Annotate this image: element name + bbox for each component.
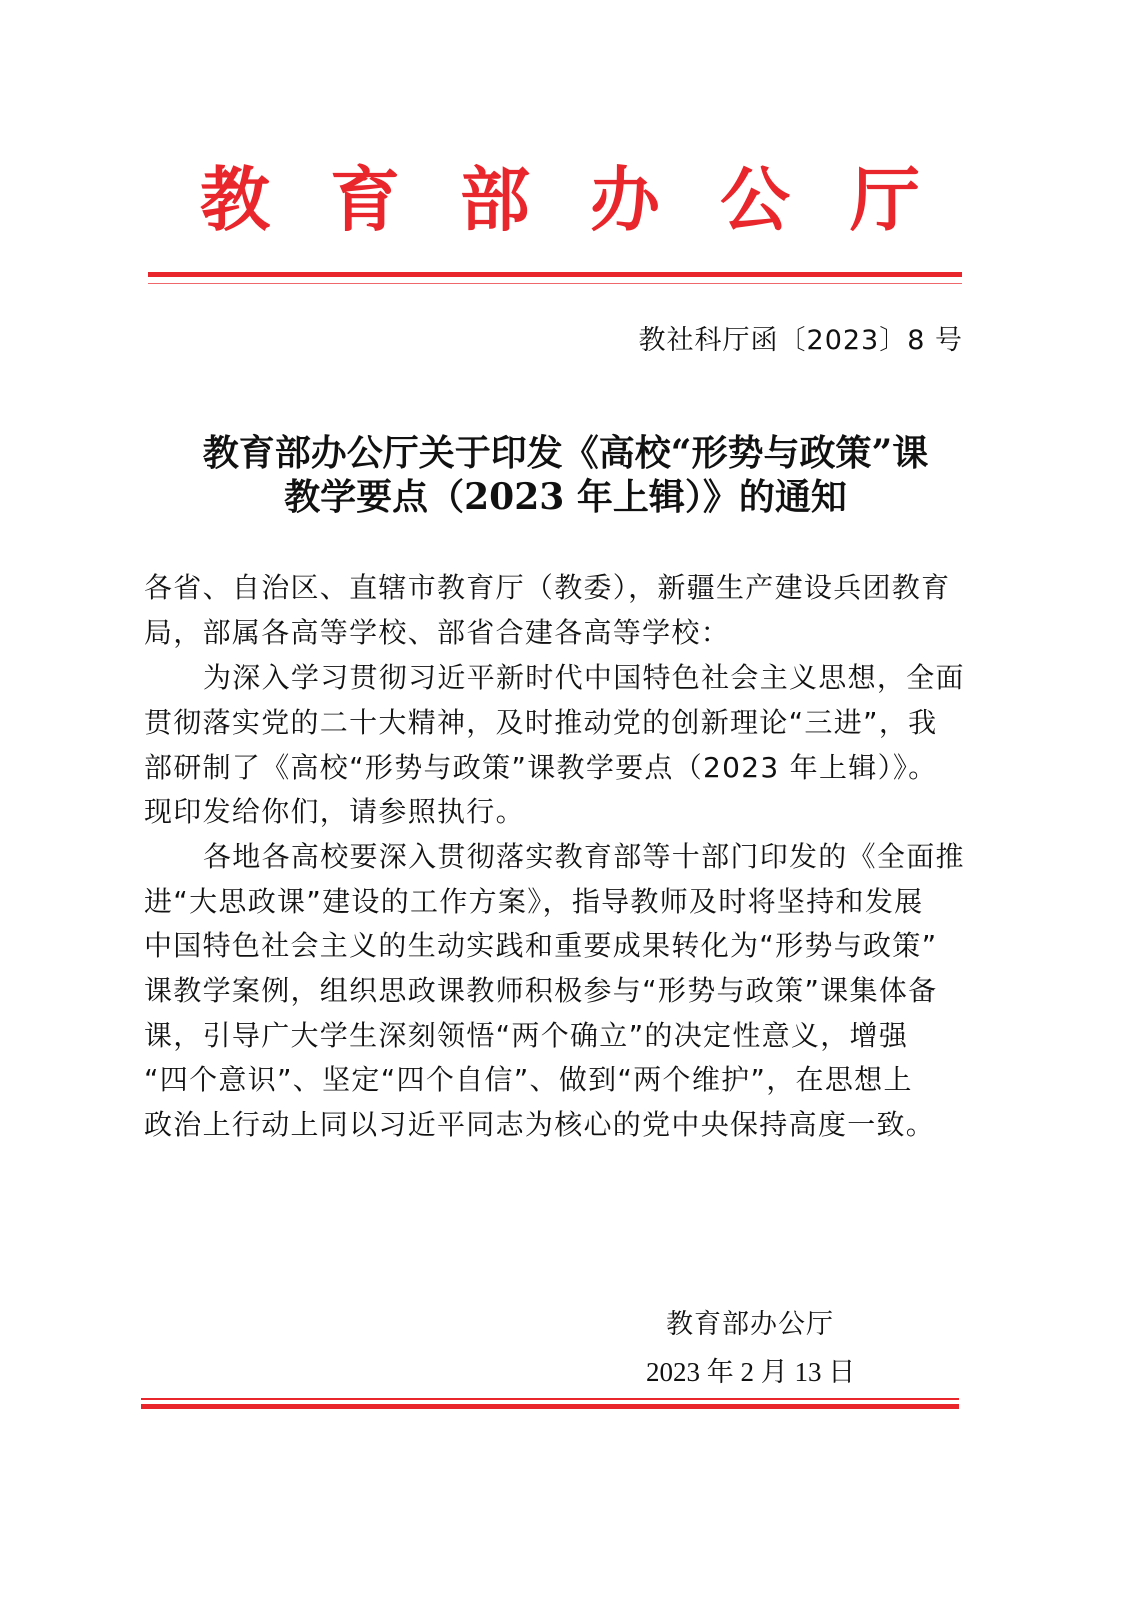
- header-char: 育: [330, 158, 400, 241]
- footer-divider-thin: [141, 1398, 959, 1400]
- body-line: 课，引导广大学生深刻领悟“两个确立”的决定性意义，增强: [144, 1019, 909, 1052]
- header-char: 教: [200, 158, 270, 241]
- body-line: 为深入学习贯彻习近平新时代中国特色社会主义思想，全面: [203, 661, 965, 694]
- header-char: 公: [720, 158, 790, 241]
- body-line: 贯彻落实党的二十大精神，及时推动党的创新理论“三进”，我: [144, 706, 938, 739]
- body-line: 局，部属各高等学校、部省合建各高等学校：: [144, 616, 731, 649]
- body-line: 各省、自治区、直辖市教育厅（教委），新疆生产建设兵团教育: [144, 571, 951, 604]
- body-line: 政治上行动上同以习近平同志为核心的党中央保持高度一致。: [144, 1108, 936, 1141]
- body-line: 课教学案例，组织思政课教师积极参与“形势与政策”课集体备: [144, 974, 938, 1007]
- body-line: 部研制了《高校“形势与政策”课教学要点（2023 年上辑）》。: [144, 751, 938, 784]
- body-line: 中国特色社会主义的生动实践和重要成果转化为“形势与政策”: [144, 929, 938, 962]
- document-title-line-2: 教学要点（2023 年上辑）》的通知: [284, 476, 847, 518]
- header-divider-thick: [148, 272, 962, 277]
- header-char: 厅: [850, 158, 920, 241]
- footer-divider-thick: [141, 1404, 959, 1409]
- document-title-line-1: 教育部办公厅关于印发《高校“形势与政策”课: [202, 432, 929, 474]
- header-char: 部: [460, 158, 530, 241]
- issue-date: 2023 年 2 月 13 日: [646, 1357, 856, 1387]
- header-divider-thin: [148, 283, 962, 284]
- signature: 教育部办公厅: [666, 1309, 834, 1340]
- document-number: 教社科厅函〔2023〕8 号: [638, 325, 963, 356]
- header-char: 办: [590, 158, 660, 241]
- body-line: “四个意识”、坚定“四个自信”、做到“两个维护”，在思想上: [144, 1063, 913, 1096]
- body-line: 现印发给你们，请参照执行。: [144, 795, 525, 828]
- body-line: 进“大思政课”建设的工作方案》，指导教师及时将坚持和发展: [144, 885, 924, 918]
- issuer-header: [200, 160, 920, 240]
- body-line: 各地各高校要深入贯彻落实教育部等十部门印发的《全面推: [203, 840, 965, 873]
